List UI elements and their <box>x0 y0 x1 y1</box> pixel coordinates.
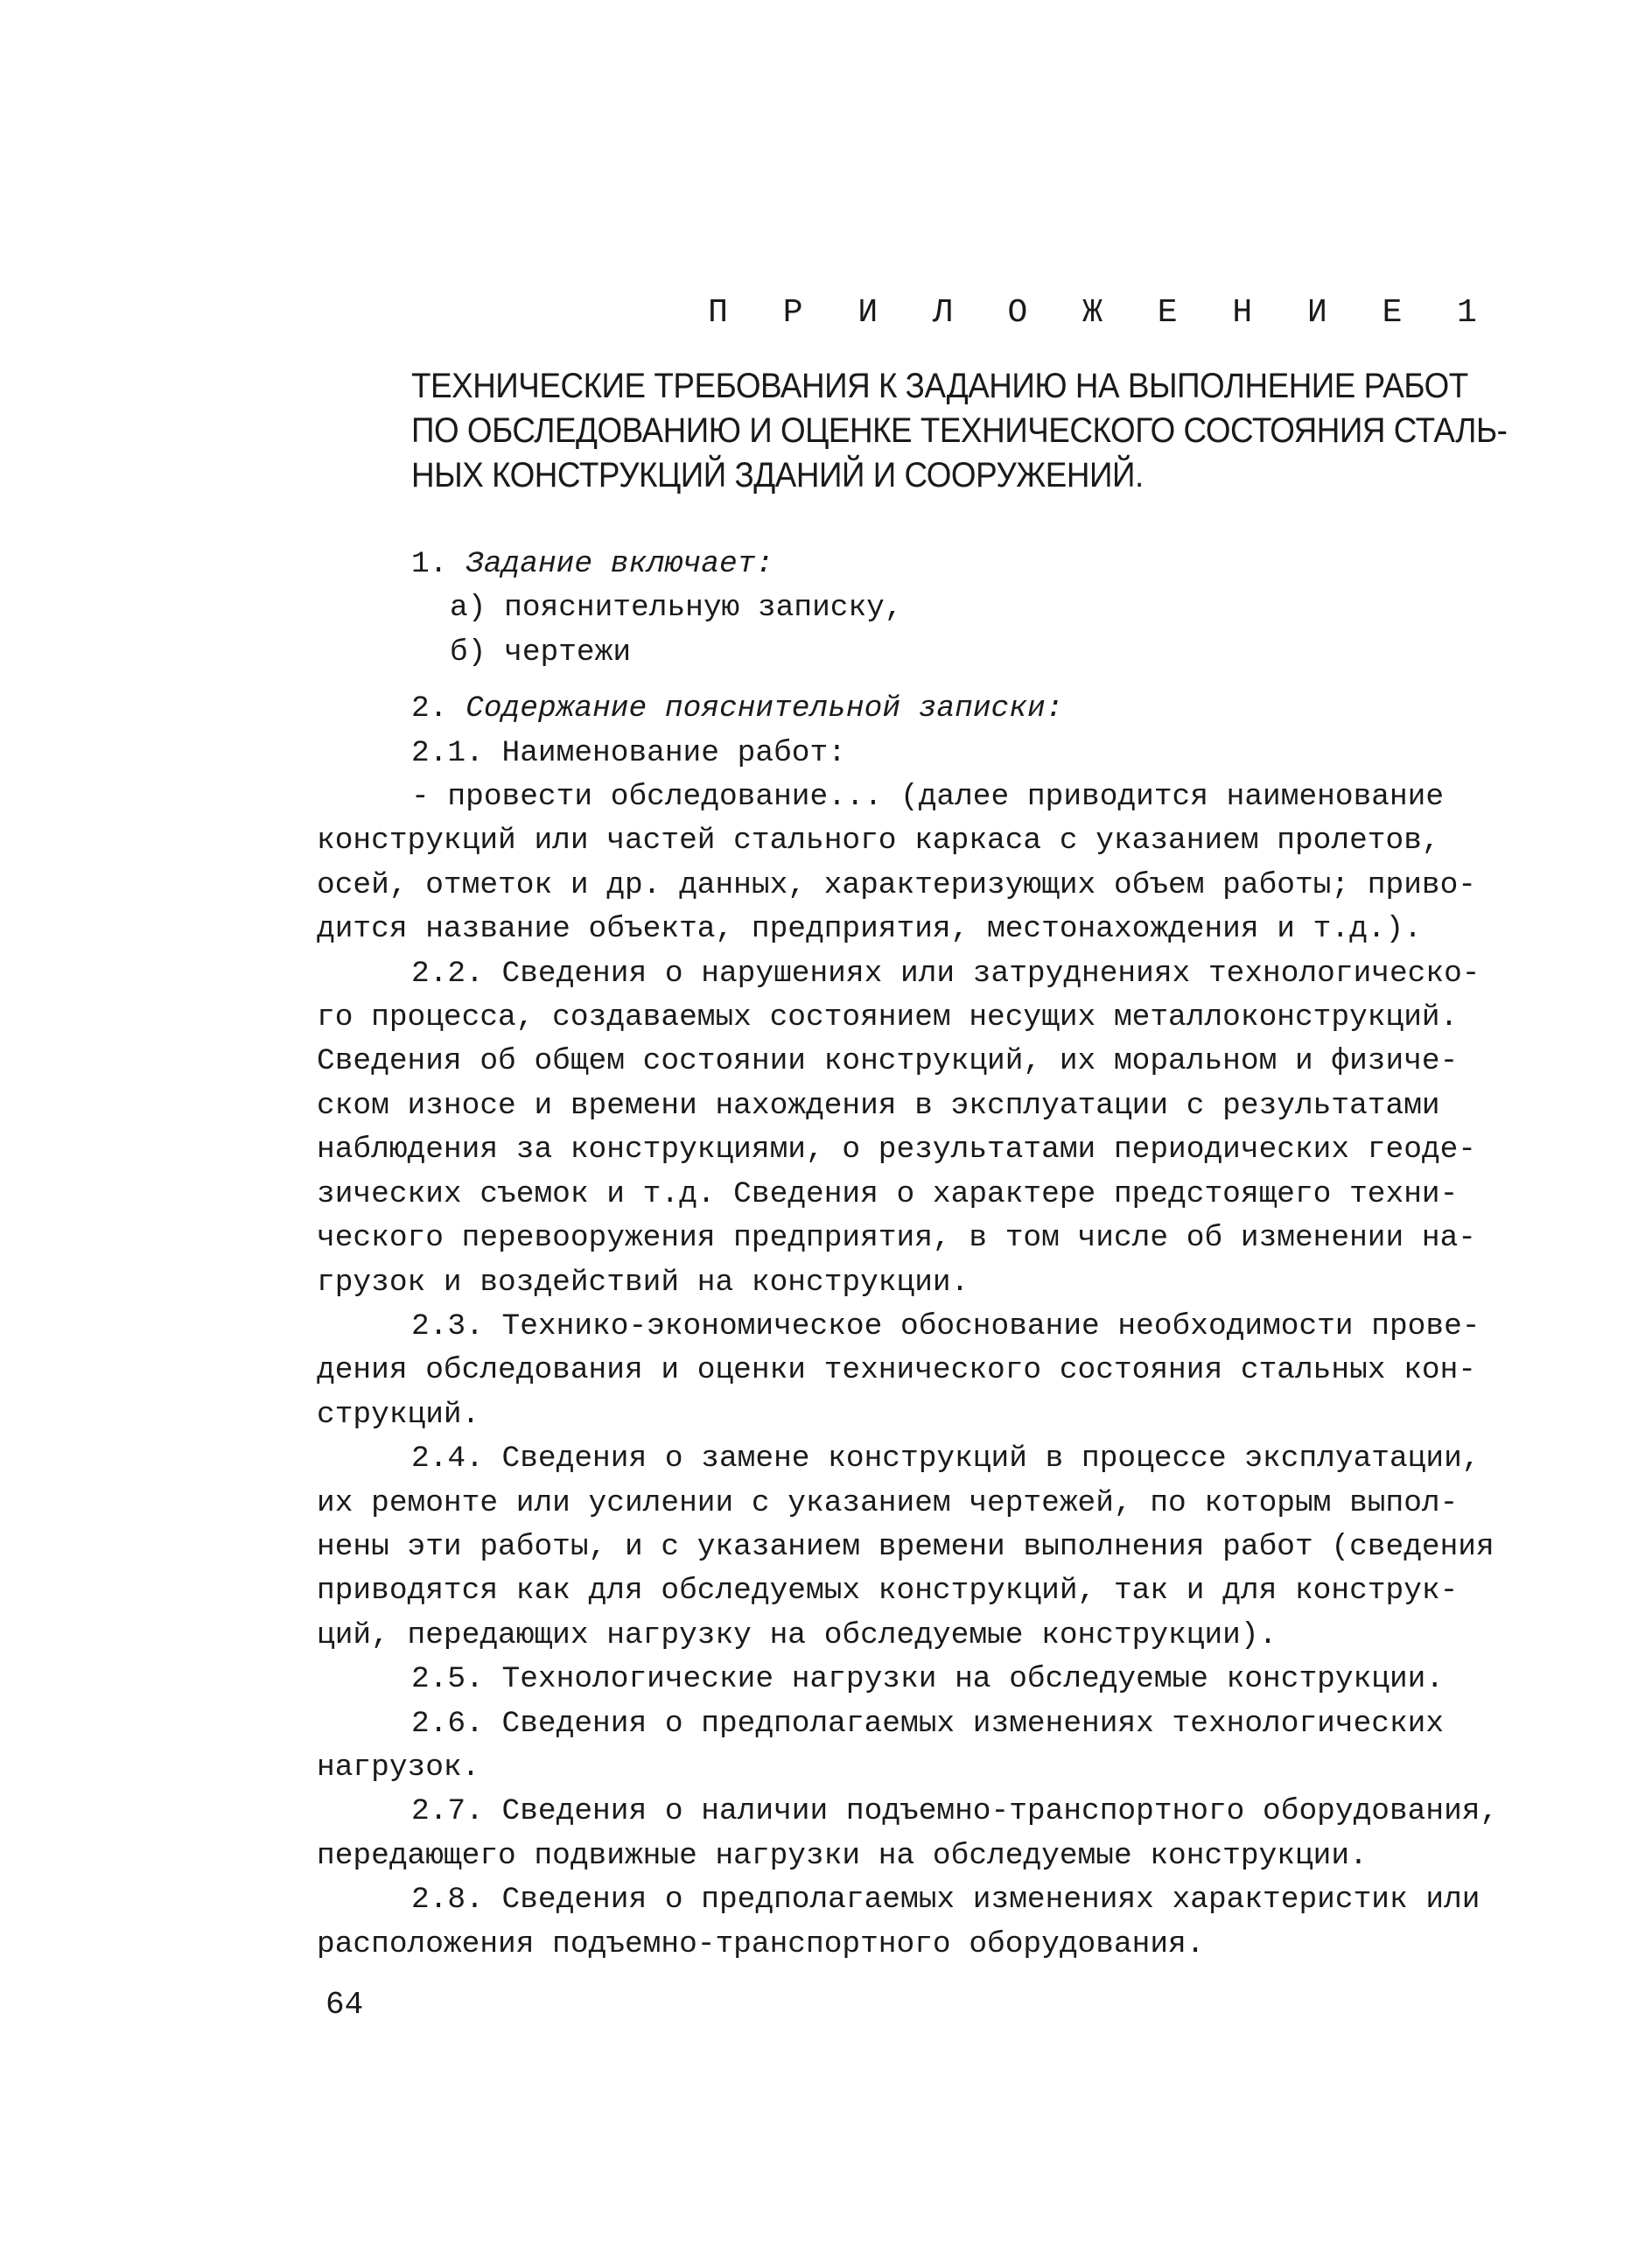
title-line: ТЕХНИЧЕСКИЕ ТРЕБОВАНИЯ К ЗАДАНИЮ НА ВЫПОЛНЕНИЕ РАБОТ <box>411 367 1468 405</box>
paragraph-2-3 <box>317 1305 1489 1437</box>
paragraph-2-6 <box>317 1702 1489 1791</box>
section-2-title: Содержание пояснительной записки: <box>466 691 1064 726</box>
paragraph-line: нены эти работы, и с указанием времени выполнения работ (сведения <box>317 1529 1494 1564</box>
paragraph-line: ций, передающих нагрузку на обследуемые конструкции). <box>317 1617 1278 1652</box>
paragraph-line: 2.3. Технико-экономическое обоснование необходимости прове- <box>411 1308 1480 1343</box>
paragraph-line: дения обследования и оценки технического состояния стальных кон- <box>317 1353 1477 1388</box>
section-1-number: 1. <box>411 547 448 581</box>
section-1-title: Задание включает: <box>466 547 774 581</box>
paragraph-line: го процесса, создаваемых состоянием несущих металлоконструкций. <box>317 1000 1459 1035</box>
paragraph-line: их ремонте или усилении с указанием чертежей, по которым выпол- <box>317 1485 1459 1520</box>
paragraph-line: ческого перевооружения предприятия, в том числе об изменении на- <box>317 1221 1477 1256</box>
paragraph-line: передающего подвижные нагрузки на обследуемые конструкции. <box>317 1838 1368 1873</box>
paragraph-2-1 <box>317 775 1489 952</box>
paragraph-2-8 <box>317 1878 1489 1967</box>
document-body <box>317 543 1499 1967</box>
paragraph-line: приводятся как для обследуемых конструкций, так и для конструк- <box>317 1574 1459 1609</box>
paragraph-line: 2.4. Сведения о замене конструкций в процессе эксплуатации, <box>411 1442 1480 1477</box>
paragraph-line: наблюдения за конструкциями, о результатами периодических геоде- <box>317 1133 1477 1168</box>
section-2-heading <box>317 687 1489 731</box>
section-1-item: а) пояснительную записку, <box>450 591 903 626</box>
document-title <box>411 364 1508 498</box>
paragraph-line: осей, отметок и др. данных, характеризующих объем работы; приво- <box>317 867 1477 902</box>
paragraph-line: 2.7. Сведения о наличии подъемно-транспортного оборудования, <box>411 1794 1499 1829</box>
paragraph-2-7 <box>317 1790 1499 1878</box>
paragraph-2-1-heading: 2.1. Наименование работ: <box>411 735 846 770</box>
paragraph-2-2 <box>317 952 1489 1305</box>
paragraph-line: - провести обследование... (далее приводится наименование <box>411 780 1445 815</box>
paragraph-line: дится название объекта, предприятия, местонахождения и т.д.). <box>317 912 1422 947</box>
paragraph-2-4 <box>317 1437 1494 1658</box>
paragraph-line: струкций. <box>317 1397 480 1432</box>
paragraph-line: 2.6. Сведения о предполагаемых изменениях технологических <box>411 1706 1445 1741</box>
section-2-number: 2. <box>411 691 448 726</box>
paragraph-line: нагрузок. <box>317 1750 480 1785</box>
section-1-heading <box>317 543 1489 586</box>
title-line: ПО ОБСЛЕДОВАНИЮ И ОЦЕНКЕ ТЕХНИЧЕСКОГО СОСТОЯНИЯ СТАЛЬ- <box>411 411 1508 450</box>
paragraph-line: грузок и воздействий на конструкции. <box>317 1265 970 1300</box>
paragraph-line: Сведения об общем состоянии конструкций, их моральном и физиче- <box>317 1044 1459 1079</box>
paragraph-line: ском износе и времени нахождения в эксплуатации с результатами <box>317 1088 1440 1123</box>
appendix-label: П Р И Л О Ж Е Н И Е 1 <box>708 294 1494 332</box>
paragraph-line: расположения подъемно-транспортного оборудования. <box>317 1926 1205 1961</box>
paragraph-line: зических съемок и т.д. Сведения о характере предстоящего техни- <box>317 1176 1459 1211</box>
paragraph-2-5 <box>317 1658 1489 1701</box>
section-1-item: б) чертежи <box>450 635 632 670</box>
title-line: НЫХ КОНСТРУКЦИЙ ЗДАНИЙ И СООРУЖЕНИЙ. <box>411 456 1144 495</box>
paragraph-line: конструкций или частей стального каркаса с указанием пролетов, <box>317 824 1440 859</box>
paragraph-line: 2.2. Сведения о нарушениях или затруднениях технологическо- <box>411 956 1480 991</box>
paragraph-line: 2.8. Сведения о предполагаемых изменениях характеристик или <box>411 1883 1480 1918</box>
page-number: 64 <box>326 1987 364 2023</box>
paragraph-line: 2.5. Технологические нагрузки на обследуемые конструкции. <box>411 1662 1445 1697</box>
